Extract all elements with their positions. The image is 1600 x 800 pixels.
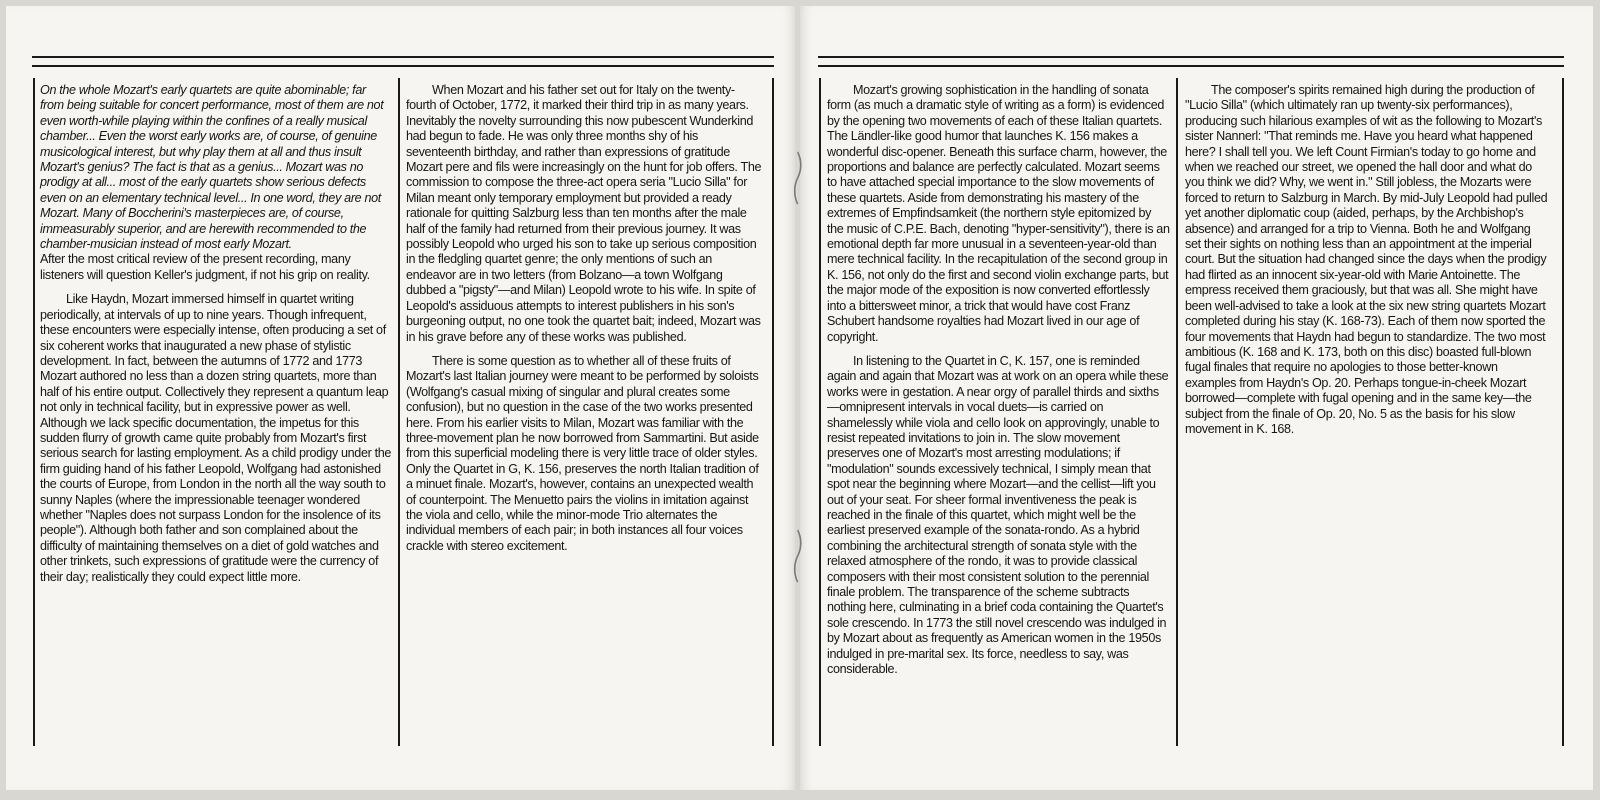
top-double-rule xyxy=(818,56,1564,67)
paragraph: There is some question as to whether all of these fruits of Mozart's last Italian journey were meant to be performed by soloists (Wolfgang's casual mixing of singular and plural creates some confusion), but no question in the case of the two works presented here. From his earlier visits to Milan, Mozart was familiar with the three-movement plan he now borrowed from Sammartini. But aside from this superficial modeling there is very little trace of older styles. Only the Quartet in G, K. 156, preserves the north Italian tradition of a minuet finale. Mozart's, however, contains an unexpected wealth of counterpoint. The Menuetto pairs the violins in imitation against the viola and cello, while the minor-mode Trio alternates the individual members of each pair; in both instances all four voices crackle with stereo excitement. xyxy=(406,353,759,553)
left-page xyxy=(6,6,795,790)
paragraph: When Mozart and his father set out for Italy on the twenty-fourth of October, 1772, it marked their third trip in as many years. Inevitably the novelty surrounding this now pubescent Wunderkind had begun to fade. He was only three months shy of his seventeenth birthday, and rather than expressions of gratitude Mozart pere and fils were increasingly on the hunt for job offers. The commission to compose the three-act opera seria "Lucio Silla" for Milan meant only temporary employment but provided a ready rationale for quitting Salzburg less than ten months after the male half of the family had returned from their previous journey. It was possibly Leopold who urged his son to take up serious composition in the fledgling quartet genre; the only mentions of such an endeavor are in two letters (from Bolzano—a town Wolfgang dubbed a "pigsty"—and Milan) Leopold wrote to his wife. In spite of Leopold's assiduous attempts to interest publishers in his son's burgeoning output, no one took the quartet bait; indeed, Mozart was in his grave before any of these works was published. xyxy=(406,83,762,344)
right-column-2 xyxy=(1185,83,1549,437)
left-column-2 xyxy=(406,83,764,554)
paragraph: Mozart's growing sophistication in the handling of sonata form (as much a dramatic style of writing as a form) is evidenced by the opening two movements of each of these Italian quartets. The Ländler-like good humor that launches K. 156 makes a wonderful disc-opener. Beneath this surface charm, however, the proportions and balance are perfectly calculated. Mozart seems to have attached special importance to the slow movements of these quartets. Aside from demonstrating his mastery of the extremes of Empfindsamkeit (the northern style epitomized by the music of C.P.E. Bach, denoting "hyper-sensitivity"), there is an emotional depth far more unusual in a seventeen-year-old than mere technical facility. In the recapitulation of the second group in K. 156, not only do the first and second violin exchange parts, but the major mode of the exposition is now converted effortlessly into a bittersweet minor, a trick that would have cost Franz Schubert handsome royalties had Mozart lived in our age of copyright. xyxy=(827,83,1170,344)
paragraph: Like Haydn, Mozart immersed himself in quartet writing periodically, at intervals of up to nine years. Though infrequent, these encounters were especially intense, often producing a set of six coherent works that inaugurated a new phase of stylistic development. In fact, between the autumns of 1772 and 1773 Mozart authored no less than a dozen string quartets, more than half of his entire output. Collectively they represent a quantum leap not only in technical facility, but in expressive power as well. Although we lack specific documentation, the impetus for this sudden flurry of growth came quite probably from Mozart's first serious search for lasting employment. As a child prodigy under the firm guiding hand of his father Leopold, Wolfgang had astonished the courts of Europe, from London in the north all the way south to sunny Naples (where the impressionable teenager wondered whether "Naples does not surpass London for the insolence of its people"). Although both father and son complained about the difficulty of maintaining themselves on a diet of gold watches and other trinkets, such expressions of gratitude were the currency of their day; realistically they could expect little more. xyxy=(40,292,392,584)
right-column-1 xyxy=(827,83,1170,677)
right-page xyxy=(800,6,1593,790)
paragraph: The composer's spirits remained high during the production of "Lucio Silla" (which ultimately ran up twenty-six performances), producing such hilarious examples of wit as the following to Mozart's sister Nannerl: "That reminds me. Have you heard what happened here? I shall tell you. We left Count Firmian's today to go home and when we reached our street, we opened the hall door and what do you think we did? Why, we went in." Still jobless, the Mozarts were forced to return to Salzburg in March. By mid-July Leopold had pulled yet another diplomatic coup (aided, perhaps, by the Archbishop's absence) and arranged for a trip to Vienna. Both he and Wolfgang set their sights on nothing less than an appointment at the imperial court. But the situation had changed since the days when the prodigy had flirted as an innocent six-year-old with Marie Antoinette. The empress received them graciously, but that was all. She might have been well-advised to take a look at the six new string quartets Mozart completed during his stay (K. 168-73). Each of them now sported the four movements that Haydn had begun to standardize. The two most ambitious (K. 168 and K. 173, both on this disc) boasted full-blown fugal finales that require no apologies to those better-known examples from Haydn's Op. 20. Perhaps tongue-in-cheek Mozart borrowed—complete with fugal opening and in the same key—the subject from the finale of Op. 20, No. 5 as the basis for his slow movement in K. 168. xyxy=(1185,83,1548,436)
paragraph: After the most critical review of the present recording, many listeners will question Keller's judgment, if not his grip on reality. xyxy=(40,252,370,282)
top-double-rule xyxy=(32,56,774,67)
column-rule xyxy=(772,78,774,746)
keller-quote: On the whole Mozart's early quartets are quite abominable; far from being suitable for concert performance, most of them are not even worth-while playing within the confines of a really musical chamber... Even the worst early works are, of course, of genuine musicological interest, but why play them at all and thus insult Mozart's genius? The fact is that as a genius... Mozart was no prodigy at all... most of the early quartets show serious defects even on an elementary technical level... In one word, they are not Mozart. Many of Boccherini's masterpieces are, of course, immeasurably superior, and are herewith recommended to the chamber-musician instead of most early Mozart. xyxy=(40,83,384,252)
left-column-1 xyxy=(40,83,392,585)
column-rule xyxy=(398,78,400,746)
column-rule xyxy=(33,78,35,746)
column-rule xyxy=(1562,78,1564,746)
staple-icon xyxy=(793,528,803,584)
paragraph: In listening to the Quartet in C, K. 157, one is reminded again and again that Mozart was at work on an opera while these works were in gestation. A near orgy of parallel thirds and sixths—omnipresent intervals in vocal duets—is carried on shamelessly while viola and cello look on approvingly, unable to resist repeated invitations to join in. The slow movement preserves one of Mozart's most arresting modulations; if "modulation" sounds excessively technical, I simply mean that spot near the beginning where Mozart—and the cellist—lift you out of your seat. For sheer formal inventiveness the peak is reached in the finale of this quartet, which might well be the earliest preserved example of the sonata-rondo. As a hybrid combining the architectural strength of sonata style with the relaxed atmosphere of the rondo, it was to provide classical composers with their most consistent solution to the perennial finale problem. The transparence of the scheme subtracts nothing here, culminating in a brief coda containing the Quartet's sole crescendo. In 1773 the still novel crescendo was indulged in by Mozart about as frequently as American women in the 1950s indulged in pre-marital sex. Its force, needless to say, was considerable. xyxy=(827,353,1169,677)
column-rule xyxy=(819,78,821,746)
column-rule xyxy=(1176,78,1178,746)
staple-icon xyxy=(793,150,803,206)
